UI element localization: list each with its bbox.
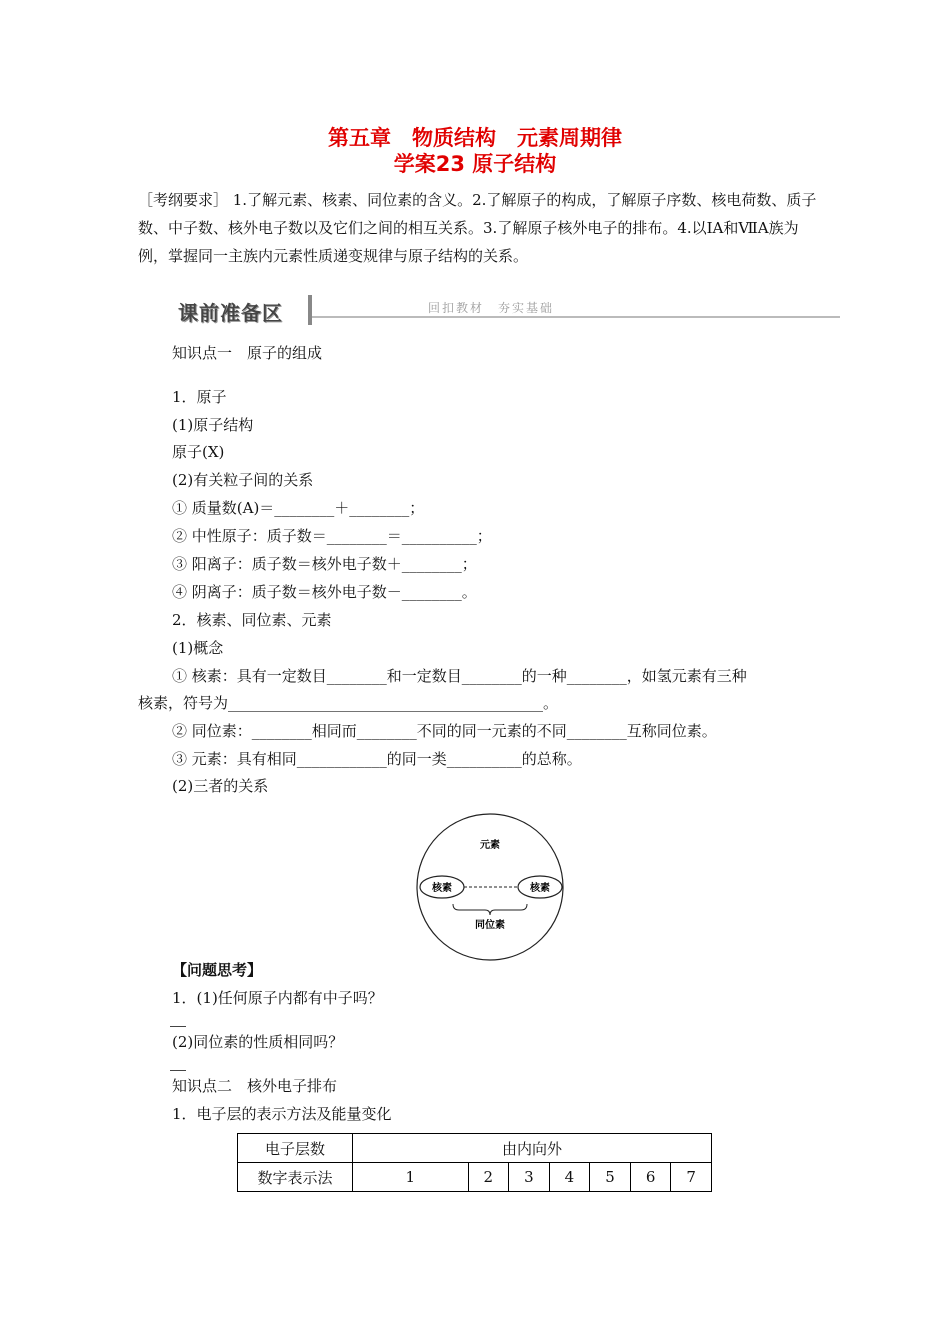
table-cell-header: 数字表示法 xyxy=(238,1163,353,1192)
lesson-title: 学案23 原子结构 xyxy=(393,152,557,176)
banner-subtitle: 回扣教材 夯实基础 xyxy=(428,301,555,315)
chapter-title: 第五章 物质结构 元素周期律 xyxy=(328,126,622,150)
concept-element: ③ 元素：具有相同____________的同一类__________的总称。 xyxy=(172,750,582,768)
banner-divider xyxy=(308,295,312,325)
kp1-atom: 原子(X) xyxy=(172,443,225,461)
kp1-s2-1: (1)概念 xyxy=(172,639,224,657)
answer-blank-2 xyxy=(170,1070,186,1071)
table-cell: 7 xyxy=(671,1163,712,1192)
answer-blank-1 xyxy=(170,1026,186,1027)
kp1-s1: 1．原子 xyxy=(172,388,227,406)
diagram-nuclide-right: 核素 xyxy=(530,883,550,894)
questions-heading: 【问题思考】 xyxy=(172,961,263,979)
table-cell: 5 xyxy=(590,1163,631,1192)
concept-nuclide: ① 核素：具有一定数目________和一定数目________的一种________，如氢元素有三种 xyxy=(172,667,747,685)
table-cell: 由内向外 xyxy=(353,1134,712,1163)
relationship-diagram xyxy=(415,812,565,962)
electron-shell-table xyxy=(237,1133,712,1192)
kp2-title: 知识点二 核外电子排布 xyxy=(172,1077,338,1095)
table-row xyxy=(238,1134,712,1163)
concept-nuclide-cont: 核素，符号为__________________________________________。 xyxy=(138,694,559,712)
table-cell: 4 xyxy=(549,1163,590,1192)
exam-requirements: ［考纲要求］ 1.了解元素、核素、同位素的含义。2.了解原子的构成，了解原子序数、核电荷数、质子数、中子数、核外电子数以及它们之间的相互关系。3.了解原子核外电子的排布。4.以ⅠA和ⅦA族为例，掌握同一主族内元素性质递变规律与原子结构的关系。 xyxy=(138,191,817,265)
kp1-s2: 2．核素、同位素、元素 xyxy=(172,611,332,629)
relation-mass-number: ① 质量数(A)＝________＋________； xyxy=(172,499,425,517)
kp1-s2-2: (2)三者的关系 xyxy=(172,777,269,795)
table-cell: 3 xyxy=(509,1163,550,1192)
kp1-title: 知识点一 原子的组成 xyxy=(172,344,323,362)
question-1: 1．(1)任何原子内都有中子吗？ xyxy=(172,989,383,1007)
concept-isotope: ② 同位素：________相同而________不同的同一元素的不同________互称同位素。 xyxy=(172,722,717,740)
table-cell: 6 xyxy=(630,1163,671,1192)
table-cell: 1 xyxy=(353,1163,469,1192)
relation-anion: ④ 阴离子：质子数＝核外电子数－________。 xyxy=(172,583,477,601)
diagram-nuclide-left: 核素 xyxy=(432,883,452,894)
table-row xyxy=(238,1163,712,1192)
banner-title: 课前准备区 xyxy=(178,301,283,325)
kp1-s1-2: (2)有关粒子间的关系 xyxy=(172,471,314,489)
isotope-brace xyxy=(453,904,527,915)
banner-rule xyxy=(312,316,840,318)
kp2-s1: 1．电子层的表示方法及能量变化 xyxy=(172,1105,392,1123)
diagram-isotope-label: 同位素 xyxy=(475,920,505,931)
kp1-s1-1: (1)原子结构 xyxy=(172,416,254,434)
table-cell-header: 电子层数 xyxy=(238,1134,353,1163)
relation-cation: ③ 阳离子：质子数＝核外电子数＋________； xyxy=(172,555,477,573)
section-banner xyxy=(172,295,840,327)
relation-neutral-atom: ② 中性原子：质子数＝________＝__________； xyxy=(172,527,492,545)
question-2: (2)同位素的性质相同吗？ xyxy=(172,1033,344,1051)
table-cell: 2 xyxy=(468,1163,509,1192)
diagram-element-label: 元素 xyxy=(480,840,500,851)
